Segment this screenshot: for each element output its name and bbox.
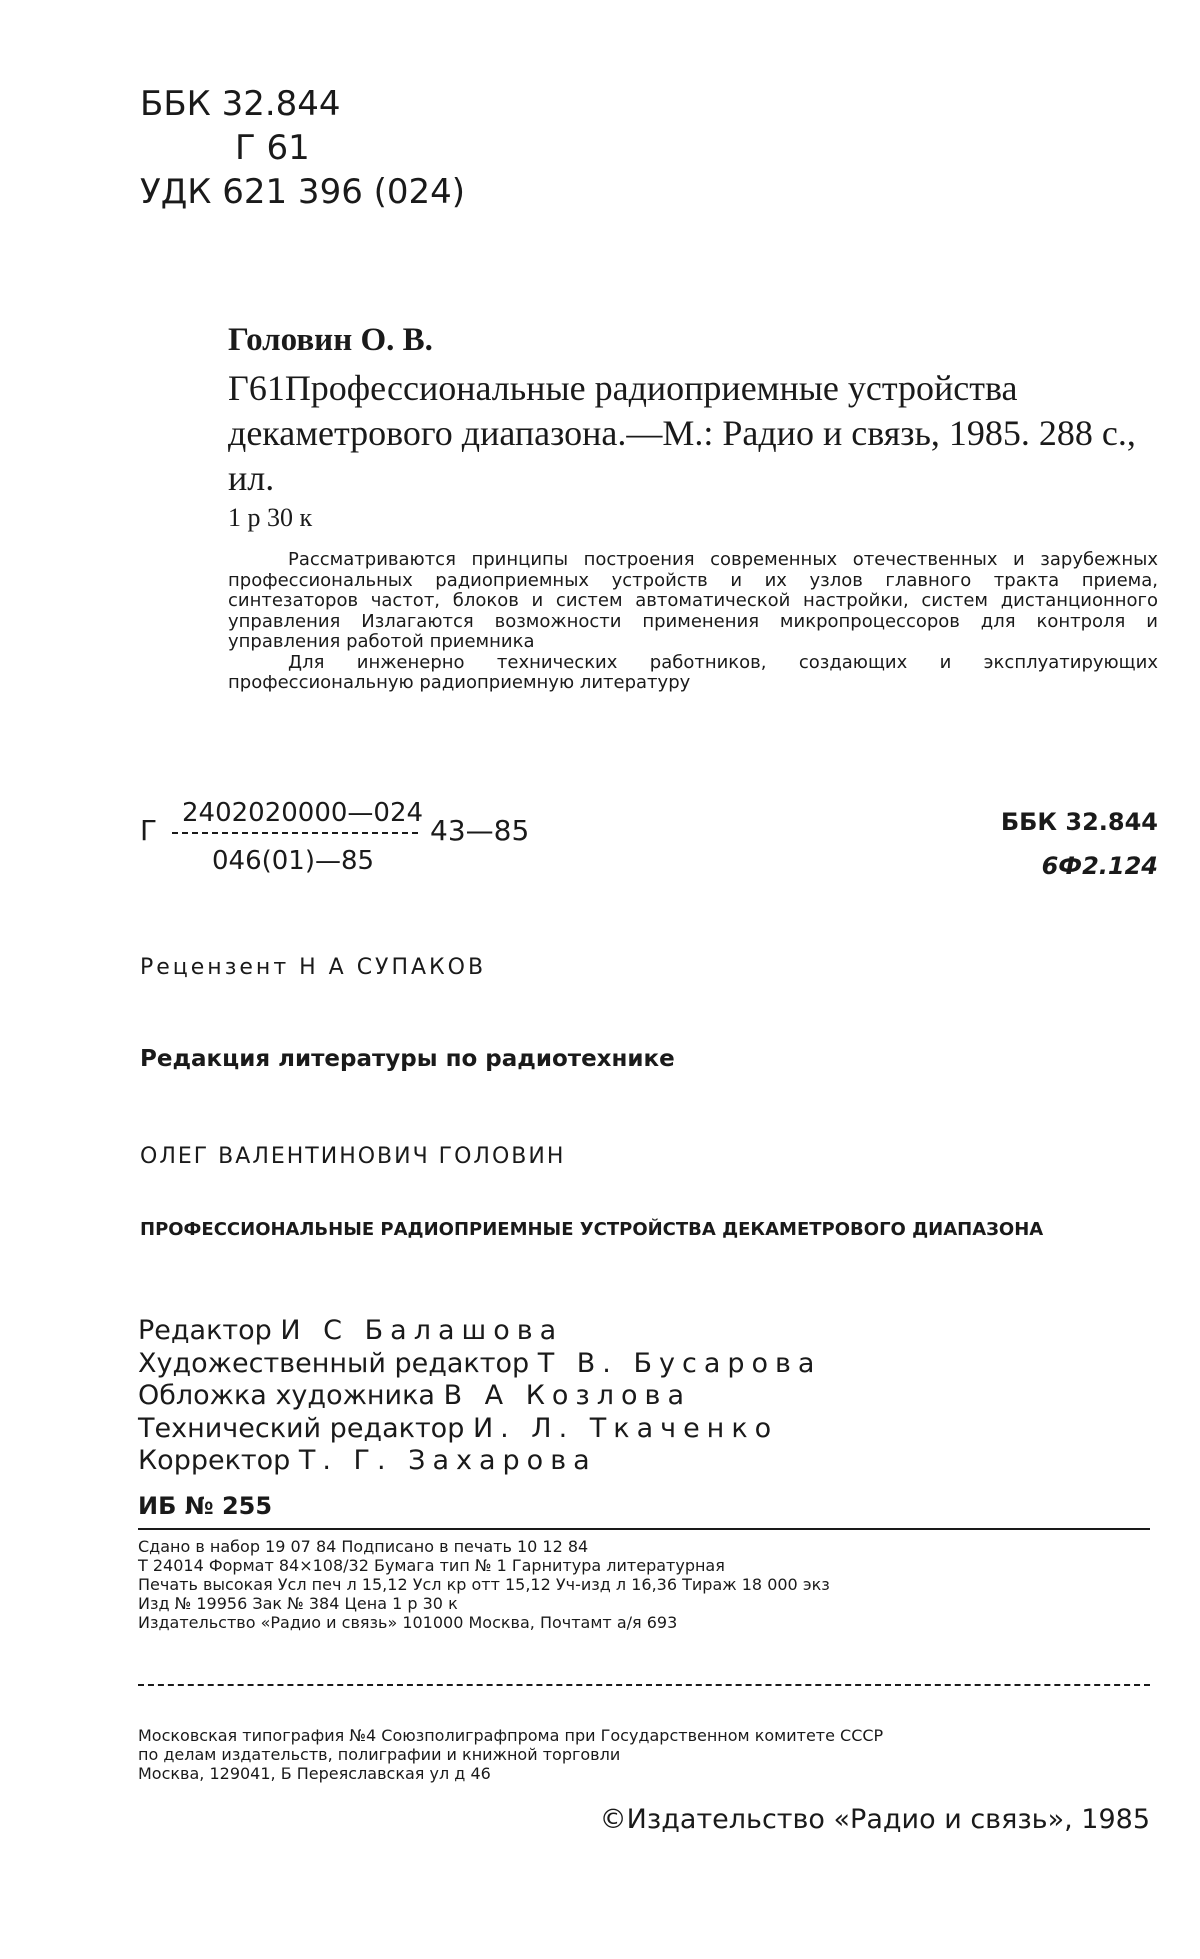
print-details [138,1537,830,1632]
subject-code: 6Ф2.124 [1041,852,1158,880]
printer-info [138,1726,1150,1783]
classification-numerator: 2402020000—024 [182,798,424,828]
book-title-entry: Г61Профессиональные радиоприемные устройства декаметрового диапазона.—М.: Радио и связь, 1985. 288 с., ил. [228,368,1136,498]
staff-name: Т. Г. Захарова [298,1445,597,1476]
fraction-line [172,832,418,834]
print-line: Издательство «Радио и связь» 101000 Москва, Почтамт а/я 693 [138,1613,678,1632]
print-line: Печать высокая Усл печ л 15,12 Усл кр отт 15,12 Уч-изд л 16,36 Тираж 18 000 экз [138,1575,830,1594]
reviewer: Рецензент Н А СУПАКОВ [140,955,487,980]
classification-denominator: 046(01)—85 [212,846,375,876]
edition-office: Редакция литературы по радиотехнике [140,1046,675,1072]
printer-line: Московская типография №4 Союзполиграфпрома при Государственном комитете СССР [138,1726,884,1745]
annotation-paragraph: Рассматриваются принципы построения современных отечественных и зарубежных профессиональных радиоприемных устройств и их узлов главного тракта приема, синтезаторов частот, блоков и систем автоматической настройки, систем дистанционного управления Излагаются возможности применения микропроцессоров для контроля и управления работой приемника [228,549,1158,652]
staff-role: Технический редактор [138,1412,465,1444]
print-line: Т 24014 Формат 84×108/32 Бумага тип № 1 Гарнитура литературная [138,1556,725,1575]
author-fullname: ОЛЕГ ВАЛЕНТИНОВИЧ ГОЛОВИН [140,1144,566,1169]
classification-suffix: 43—85 [430,814,530,847]
staff-role: Обложка художника [138,1380,435,1411]
staff-row [138,1413,821,1446]
classification-prefix: Г [140,814,158,847]
staff-role: Корректор [138,1445,291,1476]
divider [138,1528,1150,1530]
staff-row [138,1348,821,1381]
staff-role: Редактор [138,1315,272,1346]
staff-row [138,1380,821,1413]
staff-row [138,1445,821,1478]
author-heading: Головин О. В. [228,322,433,358]
annotation-audience: Для инженерно технических работников, создающих и эксплуатирующих профессиональную радиоприемную литературу [228,651,1158,693]
staff-name: В А Козлова [443,1380,691,1411]
bbk-block [1001,800,1158,888]
print-line: Сдано в набор 19 07 84 Подписано в печать 10 12 84 [138,1537,589,1556]
udk-code: УДК 621 396 (024) [140,172,466,212]
printer-line: по делам издательств, полиграфии и книжной торговли [138,1745,621,1764]
bbk-right-code: ББК 32.844 [1000,808,1158,836]
copyright: ©Издательство «Радио и связь», 1985 [599,1804,1150,1835]
staff-name: Т В. Бусарова [537,1347,822,1379]
staff-name: И. Л. Ткаченко [472,1412,779,1444]
printer-line: Москва, 129041, Б Переяславская ул д 46 [138,1764,491,1783]
price: 1 р 30 к [228,503,313,532]
author-index: Г 61 [235,128,310,168]
staff-list [138,1315,821,1478]
ib-number: ИБ № 255 [138,1492,273,1520]
bbk-code: ББК 32.844 [140,84,341,124]
library-codes [140,82,465,214]
staff-role: Художественный редактор [138,1347,530,1379]
staff-name: И С Балашова [280,1315,564,1346]
caps-title: ПРОФЕССИОНАЛЬНЫЕ РАДИОПРИЕМНЫЕ УСТРОЙСТВА ДЕКАМЕТРОВОГО ДИАПАЗОНА [140,1219,1044,1240]
staff-row [138,1315,821,1348]
divider-dashed [138,1684,1150,1686]
print-line: Изд № 19956 Зак № 384 Цена 1 р 30 к [138,1594,458,1613]
annotation [228,550,1158,694]
